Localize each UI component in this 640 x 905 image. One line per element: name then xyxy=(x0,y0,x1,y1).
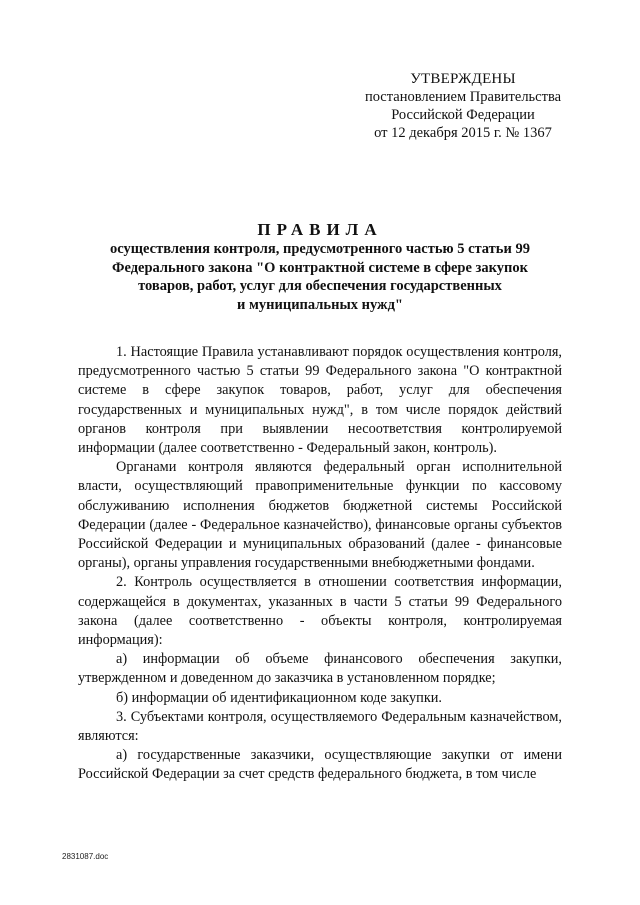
subtitle-line: и муниципальных нужд" xyxy=(237,296,403,313)
paragraph: 2. Контроль осуществляется в отношении соответствия информации, содержащейся в документах, указанных в части 5 статьи 99 Федерального закона (далее соответственно - объекты контроля, контролируемая информация): xyxy=(78,574,562,649)
document-subtitle xyxy=(60,240,580,314)
document-file-code: 2831087.doc xyxy=(62,852,109,861)
paragraph: 1. Настоящие Правила устанавливают порядок осуществления контроля, предусмотренного частью 5 статьи 99 Федерального закона "О контрактной системе в сфере закупок товаров, работ, услуг для обеспечения государственных и муниципальных нужд", в том числе порядок действий органов контроля при выявлении несоответствия контролируемой информации (далее соответственно - Федеральный закон, контроль). xyxy=(78,344,562,457)
approval-line: постановлением Правительства xyxy=(364,89,562,105)
approval-title: УТВЕРЖДЕНЫ xyxy=(410,71,516,87)
paragraph: 3. Субъектами контроля, осуществляемого Федеральным казначейством, являются: xyxy=(78,708,562,745)
document-body xyxy=(78,343,562,785)
approval-line: Российской Федерации xyxy=(391,107,535,123)
subtitle-line: осуществления контроля, предусмотренного частью 5 статьи 99 xyxy=(110,241,530,257)
paragraph: Органами контроля являются федеральный орган исполнительной власти, осуществляющий правоприменительные функции по кассовому обслуживанию исполнения бюджетов бюджетной системы Российской Федерации (далее - Федеральное казначейство), финансовые органы субъектов Российской Федерации и муниципальных образований (далее - финансовые органы), органы управления государственными внебюджетными фондами. xyxy=(78,459,562,572)
paragraph: а) государственные заказчики, осуществляющие закупки от имени Российской Федерации за счет средств федерального бюджета, в том числе xyxy=(78,747,562,783)
paragraph: а) информации об объеме финансового обеспечения закупки, утвержденном и доведенном до заказчика в установленном порядке; xyxy=(78,651,562,687)
subtitle-line: товаров, работ, услуг для обеспечения государственных xyxy=(138,278,502,294)
paragraph: б) информации об идентификационном коде закупки. xyxy=(116,689,442,706)
subtitle-line: Федерального закона "О контрактной системе в сфере закупок xyxy=(112,259,528,276)
document-title: ПРАВИЛА xyxy=(257,220,383,239)
approval-stamp xyxy=(358,70,568,142)
approval-date-number: от 12 декабря 2015 г. № 1367 xyxy=(374,125,552,141)
